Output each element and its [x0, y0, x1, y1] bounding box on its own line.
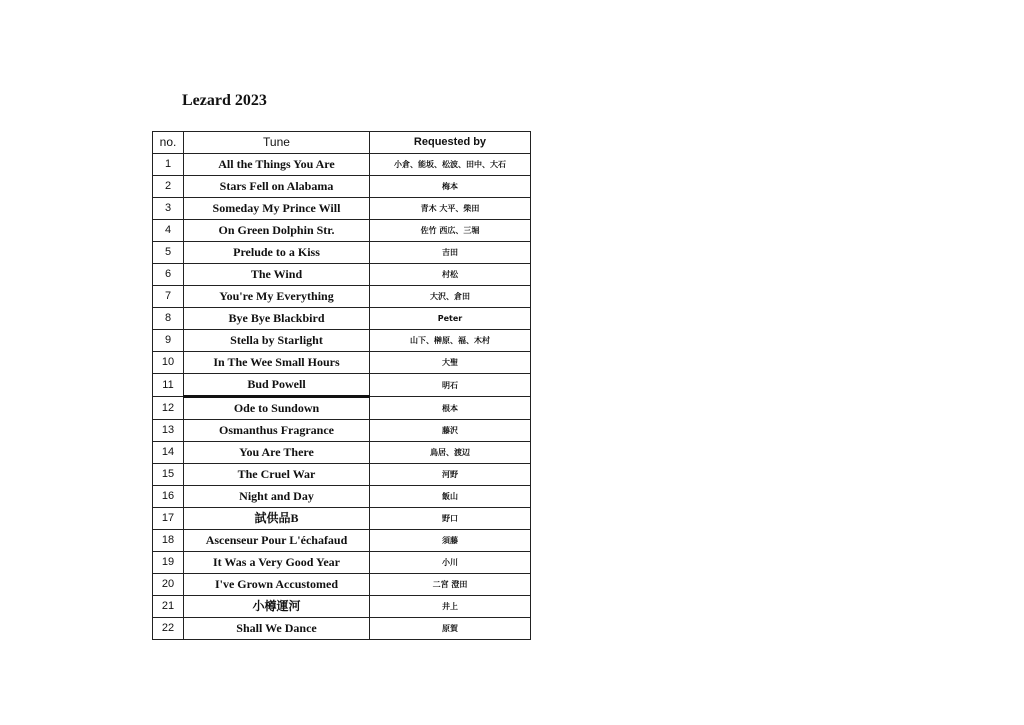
setlist-sheet: [152, 131, 532, 640]
requested-by-cell: 青木 大平、柴田: [370, 198, 531, 220]
table-row: [153, 552, 531, 574]
table-row: [153, 530, 531, 552]
row-number: 8: [153, 308, 184, 330]
row-number: 18: [153, 530, 184, 552]
requested-by-cell: 藤沢: [370, 420, 531, 442]
table-row: [153, 308, 531, 330]
tune-cell: On Green Dolphin Str.: [184, 220, 370, 242]
table-row: [153, 176, 531, 198]
row-number: 20: [153, 574, 184, 596]
tune-cell: 試供品B: [184, 508, 370, 530]
requested-by-cell: 吉田: [370, 242, 531, 264]
tune-cell: Shall We Dance: [184, 618, 370, 640]
requested-by-cell: 須藤: [370, 530, 531, 552]
tune-cell: Osmanthus Fragrance: [184, 420, 370, 442]
requested-by-cell: 大聖: [370, 352, 531, 374]
table-row: [153, 220, 531, 242]
requested-by-cell: 小川: [370, 552, 531, 574]
row-number: 5: [153, 242, 184, 264]
row-number: 15: [153, 464, 184, 486]
requested-by-cell: 梅本: [370, 176, 531, 198]
row-number: 22: [153, 618, 184, 640]
row-number: 1: [153, 154, 184, 176]
requested-by-cell: 大沢、倉田: [370, 286, 531, 308]
row-number: 12: [153, 397, 184, 420]
requested-by-cell: 佐竹 西広、三堀: [370, 220, 531, 242]
tune-cell: The Wind: [184, 264, 370, 286]
table-row: [153, 352, 531, 374]
requested-by-cell: 村松: [370, 264, 531, 286]
requested-by-cell: Peter: [370, 308, 531, 330]
table-row: [153, 374, 531, 397]
tune-cell: Bud Powell: [184, 374, 370, 397]
row-number: 14: [153, 442, 184, 464]
table-row: [153, 198, 531, 220]
row-number: 11: [153, 374, 184, 397]
row-number: 13: [153, 420, 184, 442]
tune-cell: Someday My Prince Will: [184, 198, 370, 220]
table-row: [153, 420, 531, 442]
column-header-tune: Tune: [184, 132, 370, 154]
requested-by-cell: 小倉、能坂、松波、田中、大石: [370, 154, 531, 176]
column-header-requested-by: Requested by: [370, 132, 531, 154]
setlist-table: [152, 131, 531, 640]
requested-by-cell: 河野: [370, 464, 531, 486]
setlist-body: [153, 154, 531, 640]
row-number: 6: [153, 264, 184, 286]
table-row: [153, 508, 531, 530]
tune-cell: Ascenseur Pour L'échafaud: [184, 530, 370, 552]
row-number: 7: [153, 286, 184, 308]
table-row: [153, 330, 531, 352]
row-number: 4: [153, 220, 184, 242]
requested-by-cell: 山下、榊原、福、木村: [370, 330, 531, 352]
row-number: 16: [153, 486, 184, 508]
table-row: [153, 618, 531, 640]
row-number: 19: [153, 552, 184, 574]
tune-cell: It Was a Very Good Year: [184, 552, 370, 574]
requested-by-cell: 野口: [370, 508, 531, 530]
tune-cell: All the Things You Are: [184, 154, 370, 176]
tune-cell: You Are There: [184, 442, 370, 464]
tune-cell: Night and Day: [184, 486, 370, 508]
requested-by-cell: 鳥居、渡辺: [370, 442, 531, 464]
header-row: [153, 132, 531, 154]
requested-by-cell: 原賀: [370, 618, 531, 640]
row-number: 17: [153, 508, 184, 530]
tune-cell: 小樽運河: [184, 596, 370, 618]
table-row: [153, 464, 531, 486]
row-number: 21: [153, 596, 184, 618]
requested-by-cell: 井上: [370, 596, 531, 618]
row-number: 3: [153, 198, 184, 220]
tune-cell: I've Grown Accustomed: [184, 574, 370, 596]
tune-cell: Stars Fell on Alabama: [184, 176, 370, 198]
tune-cell: Bye Bye Blackbird: [184, 308, 370, 330]
row-number: 2: [153, 176, 184, 198]
table-row: [153, 442, 531, 464]
table-row: [153, 596, 531, 618]
requested-by-cell: 根本: [370, 397, 531, 420]
table-row: [153, 286, 531, 308]
table-row: [153, 397, 531, 420]
requested-by-cell: 明石: [370, 374, 531, 397]
table-row: [153, 154, 531, 176]
tune-cell: Prelude to a Kiss: [184, 242, 370, 264]
table-row: [153, 242, 531, 264]
row-number: 9: [153, 330, 184, 352]
row-number: 10: [153, 352, 184, 374]
tune-cell: You're My Everything: [184, 286, 370, 308]
document-title: Lezard 2023: [182, 92, 267, 109]
tune-cell: The Cruel War: [184, 464, 370, 486]
requested-by-cell: 二宮 澄田: [370, 574, 531, 596]
tune-cell: In The Wee Small Hours: [184, 352, 370, 374]
tune-cell: Ode to Sundown: [184, 397, 370, 420]
column-header-no: no.: [153, 132, 184, 154]
table-row: [153, 264, 531, 286]
table-row: [153, 486, 531, 508]
requested-by-cell: 飯山: [370, 486, 531, 508]
table-row: [153, 574, 531, 596]
tune-cell: Stella by Starlight: [184, 330, 370, 352]
